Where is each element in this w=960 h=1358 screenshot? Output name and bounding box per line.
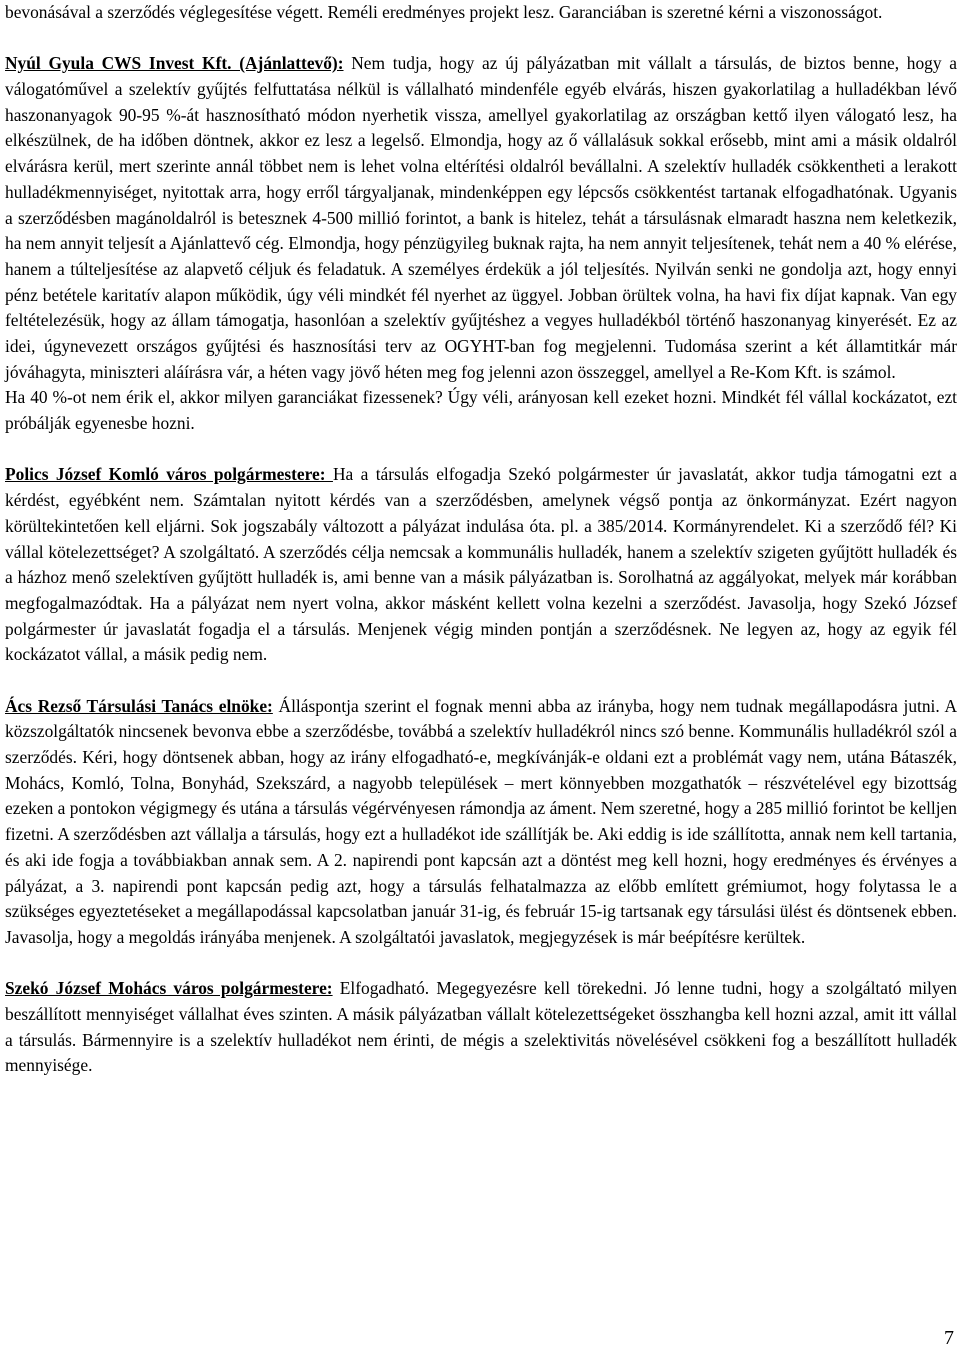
paragraph-guarantee <box>5 385 957 436</box>
paragraph-acs-rezso <box>5 694 957 951</box>
speaker-name: Szekó József Mohács város polgármestere: <box>5 978 333 999</box>
speaker-name: Ács Rezső Társulási Tanács elnöke: <box>5 695 273 716</box>
paragraph-szeko-jozsef <box>5 976 957 1079</box>
paragraph-text: Ha 40 %-ot nem érik el, akkor milyen garanciákat fizessenek? Úgy véli, arányosan kell ezeket hozni. Mindkét fél vállal kockázatot, ezt próbálják egyenesbe hozni. <box>5 387 957 434</box>
speaker-name: Polics József Komló város polgármestere: <box>5 464 333 485</box>
paragraph-intro-continuation <box>5 0 957 26</box>
document-page <box>5 0 957 1079</box>
paragraph-nyul-gyula <box>5 51 957 385</box>
speaker-name: Nyúl Gyula CWS Invest Kft. (Ajánlattevő): <box>5 53 344 74</box>
paragraph-text: Álláspontja szerint el fognak menni abba az irányba, hogy nem tudnak megállapodásra jutni. A közszolgáltatók nincsenek bevonva ebbe a szerződésbe, továbbá a szelektív hulladékról nincs szó benne. Kommunális hulladékról szól a szerződés. Kéri, hogy döntsenek abban, hogy az irány elfogadható-e, megkívánják-e oldani ezt a problémát vagy nem, utána Bátaszék, Mohács, Komló, Tolna, Bonyhád, Szekszárd, a nagyobb települések – mert könnyebben mozgathatók – részvételével egy bizottság ezeken a pontokon végigmegy és utána a társulás végérvényesen rámondja az áment. Nem szeretné, hogy a 285 millió forintot be kelljen fizetni. A szerződésben azt vállalja a társulás, hogy ezt a hulladékot ide szállítják be. Aki eddig is ide szállította, annak nem kell tartania, és aki ide fogja a továbbiakban annak sem. A 2. napirendi pont kapcsán azt a döntést meg kell hozni, hogy eredményes és érvényes a pályázat, a 3. napirendi pont kapcsán pedig azt, hogy a társulás felhatalmazza az előbb említett grémiumot, hogy folytassa le a szükséges egyeztetéseket a megállapodással kapcsolatban január 31-ig, és február 15-ig tartsanak egy társulási ülést és döntsenek ebben. Javasolja, hogy a megoldás irányába menjenek. A szolgáltatói javaslatok, megjegyzések is már beépítésre kerültek. <box>5 695 958 947</box>
paragraph-text: Ha a társulás elfogadja Szekó polgármester úr javaslatát, akkor tudja támogatni ezt a kérdést, egyébként nem. Számtalan nyitott kérdés van a szerződésben, amelynek végső pontja az önkormányzat. Ezért nagyon körültekintetően kell eljárni. Sok jogszabály változott a pályázat indulása óta. pl. a 385/2014. Kormányrendelet. Ki a szerződő fél? Ki vállal kötelezettséget? A szolgáltató. A szerződés célja nemcsak a kommunális hulladék, hanem a szelektív szigeten gyűjtött hulladék és a házhoz menő szelektíven gyűjtött hulladék is, ami benne van a másik pályázatban is. Sorolhatná az aggályokat, melyek már korábban megfogalmazódtak. Ha a pályázat nem nyert volna, akkor másként kellett volna kezelni a szerződést. Javasolja, hogy Szekó József polgármester úr javaslatát fogadja el a társulás. Menjenek végig minden pontján a szerződésnek. Ne legyen az, hogy az egyik fél kockázatot vállal, a másik pedig nem. <box>5 464 957 665</box>
paragraph-text: bevonásával a szerződés véglegesítése végett. Reméli eredményes projekt lesz. Garanciában is szeretné kérni a viszonosságot. <box>5 2 883 22</box>
page-number: 7 <box>944 1327 954 1349</box>
paragraph-text: Elfogadható. Megegyezésre kell törekedni. Jó lenne tudni, hogy a szolgáltató milyen beszállított mennyiséget vállalhat éves szinten. A másik pályázatban vállalt kötelezettségeket összhangba kell hozni azzal, amit itt vállal a társulás. Bármennyire is a szelektív hulladékot nem érinti, de mégis a szelektivitás növelésével csökkeni fog a beszállított hulladék mennyisége. <box>5 978 957 1076</box>
paragraph-polics-jozsef <box>5 462 957 668</box>
paragraph-text: Nem tudja, hogy az új pályázatban mit vállalt a társulás, de biztos benne, hogy a válogatóművel a szelektív gyűjtés felfuttatása nélkül is vállalható mindenféle egyéb elvárás, hiszen gyakorlatilag a hulladékban lévő haszonanyagok 90-95 %-át hasznosítható módon nyerhetik vissza, amellyel gyakorlatilag az országban kettő ilyen válogató lesz, ha elkészülnek, de ha időben döntnek, akkor ez lesz a legelső. Elmondja, hogy az ő vállalásuk sokkal erősebb, mint ami a másik oldalról elvárásra kerül, mert szerinte annál többet nem is lehet volna eltérítési oldalról bevállalni. A szelektív hulladék csökkentheti a lerakott hulladékmennyiséget, nyitottak arra, hogy erről tárgyaljanak, mindenképpen egy lépcsős csökkentést tartanak elfogadhatónak. Ugyanis a szerződésben magánoldalról is betesznek 4-500 millió forintot, a bank is hitelez, tehát a társulásnak elmaradt haszna nem keletkezik, ha nem annyit teljesít a Ajánlattevő cég. Elmondja, hogy pénzügyileg buknak rajta, ha nem annyit teljesítenek, tehát nem a 40 % elérése, hanem a túlteljesítése az alapvető céljuk és feladatuk. A személyes érdekük a jól teljesítés. Nyilván senki ne gondolja azt, hogy ennyi pénz betétele karitatív alapon működik, úgy véli mindkét fél nyerhet az üggyel. Jobban örültek volna, ha havi fix díjat kapnak. Van egy feltételezésük, hogy az állam támogatja, hasonlóan a szelektív gyűjtéshez a vegyes hulladékból történő haszonanyag kinyerését. Ez az idei, úgynevezett országos gyűjtési és hasznosítási terv az OGYHT-ban fog megjelenni. Tudomása szerint a két államtitkár már jóváhagyta, miniszteri aláírásra vár, a héten vagy jövő héten meg fog jelenni azon összeggel, amellyel a Re-Kom Kft. is számol. <box>5 53 957 382</box>
